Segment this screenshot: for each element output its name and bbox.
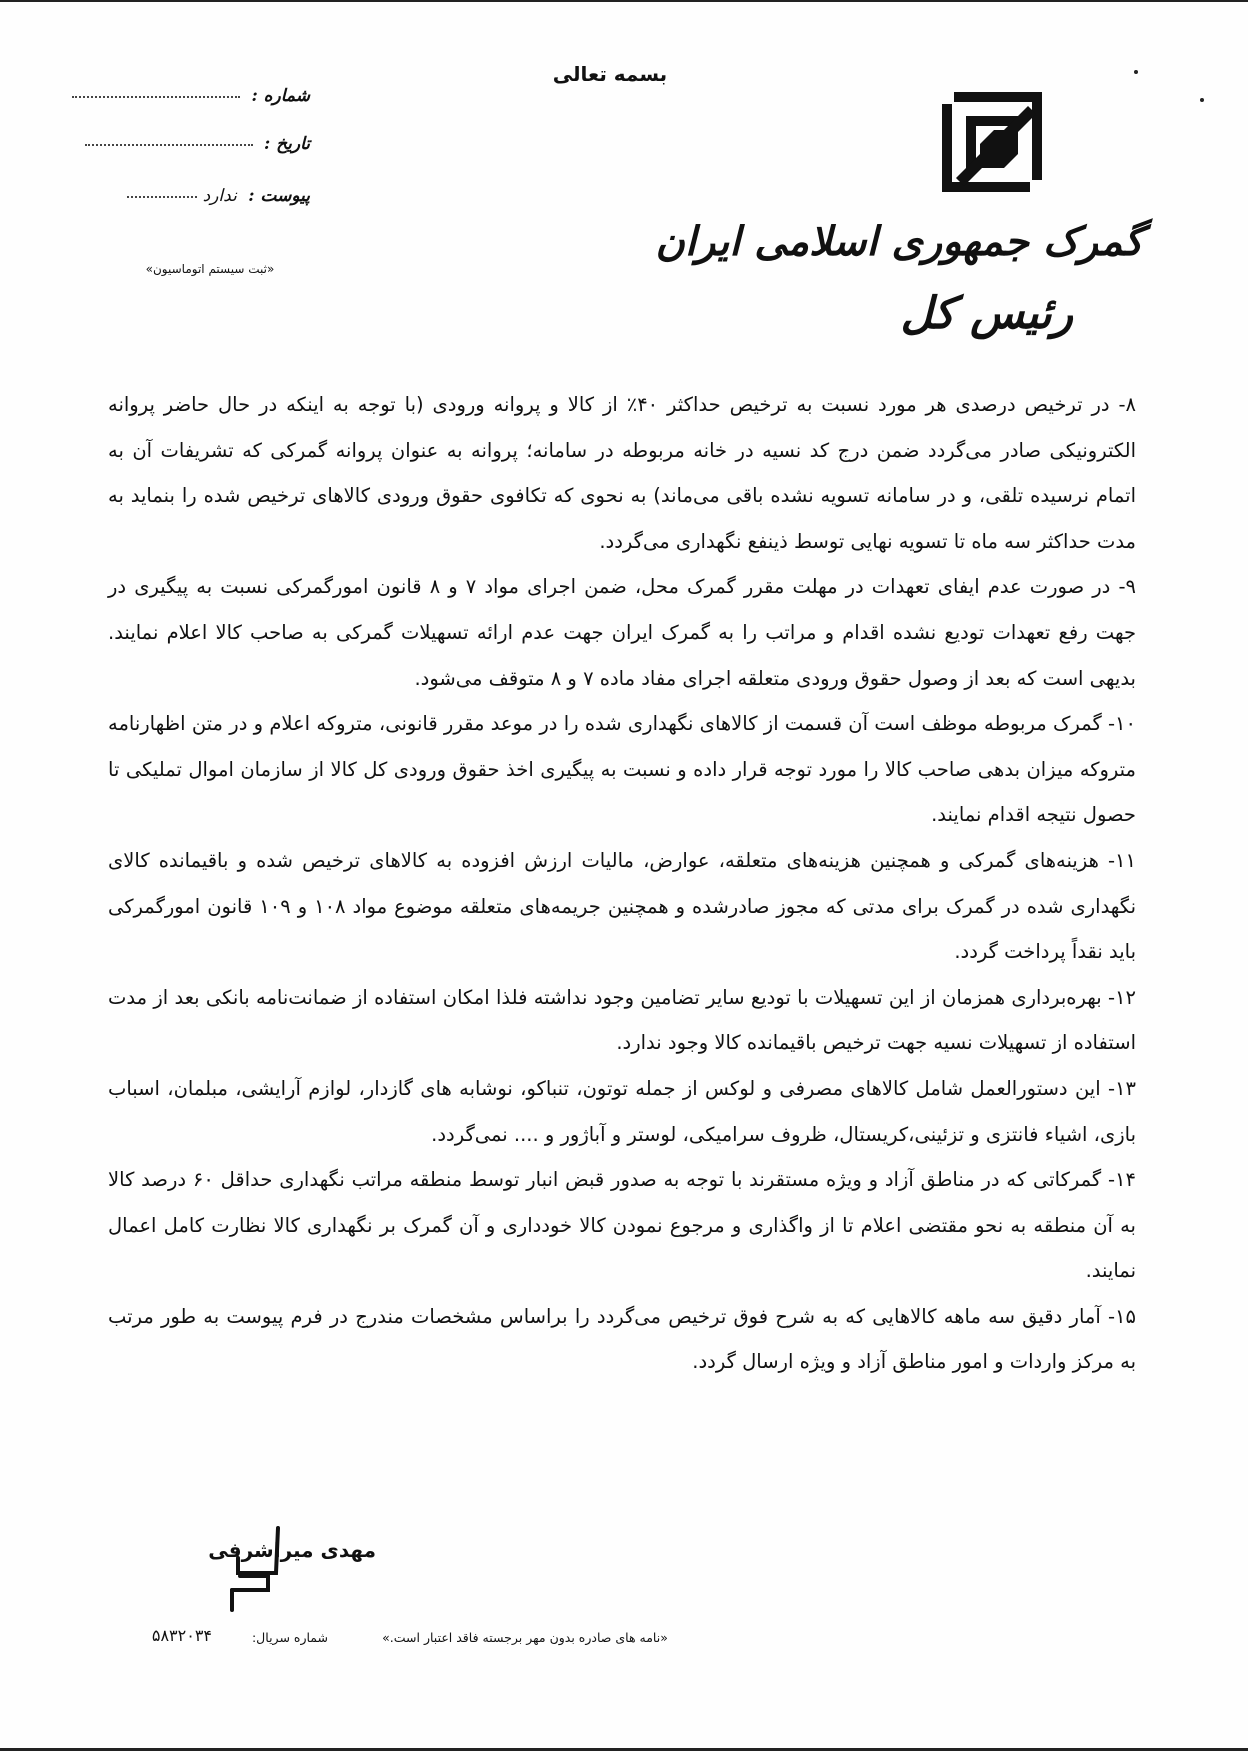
attachment-blank <box>127 196 197 198</box>
letter-number-field <box>80 86 310 106</box>
top-border <box>0 0 1248 2</box>
clause-8: ۸- در ترخیص درصدی هر مورد نسبت به ترخیص حداکثر ۴۰٪ از کالا و پروانه ورودی (با توجه به اینکه در حال حاضر پروانه الکترونیکی صادر می‌گردد ضمن درج کد نسیه در خانه مربوطه در سامانه؛ پروانه به عنوان پروانه گمرکی که تشریفات آن به اتمام نرسیده تلقی، و در سامانه تسویه نشده باقی می‌ماند) به نحوی که تکافوی حقوق ورودی کالاهای ترخیص شده را بنماید به مدت حداکثر سه ماه تا تسویه نهایی توسط ذینفع نگهداری می‌گردد. <box>108 393 1136 553</box>
footer-validity-note: «نامه های صادره بدون مهر برجسته فاقد اعتبار است.» <box>382 1630 668 1645</box>
customs-logo-icon <box>936 86 1048 198</box>
attachment-label: پیوست : <box>248 186 310 206</box>
signer-name: مهدی میراشرفی <box>208 1538 376 1562</box>
serial-number-value: ۵۸۳۲۰۳۴ <box>151 1626 212 1645</box>
clause-12: ۱۲- بهره‌برداری همزمان از این تسهیلات با تودیع سایر تضامین وجود نداشته فلذا امکان استفاده از ضمانت‌نامه بانکی بعد از مدت استفاده از تسهیلات نسیه جهت ترخیص باقیمانده کالا وجود ندارد. <box>108 985 1136 1055</box>
corner-dot-mark <box>1134 70 1138 74</box>
handwritten-signature-icon <box>218 1518 298 1618</box>
attachment-value: ندارد <box>202 186 237 206</box>
corner-dot-mark <box>1200 98 1204 102</box>
invocation-heading: بسمه تعالی <box>552 62 668 86</box>
organization-name: گمرک جمهوری اسلامی ایران <box>655 218 1143 265</box>
registration-note: «ثبت سیستم اتوماسیون» <box>145 262 275 276</box>
serial-number-label: شماره سریال: <box>251 1630 328 1645</box>
letter-number-label: شماره : <box>251 86 310 106</box>
clause-11: ۱۱- هزینه‌های گمرکی و همچنین هزینه‌های متعلقه، عوارض، مالیات ارزش افزوده به کالاهای ترخیص شده و باقیمانده کالای نگهداری شده در گمرک برای مدتی که مجوز صادرشده و همچنین جریمه‌های متعلقه موضوع مواد ۱۰۸ و ۱۰۹ قانون امورگمرکی باید نقداً پرداخت گردد. <box>108 848 1136 964</box>
clause-14: ۱۴- گمرکاتی که در مناطق آزاد و ویژه مستقرند با توجه به صدور قبض انبار توسط منطقه مراتب نگهداری حداقل ۶۰ درصد کالا به آن منطقه به نحو مقتضی اعلام تا از واگذاری و مرجوع نمودن کالا خودداری و آن گمرک بر نگهداری کالا نظارت کامل اعمال نمایند. <box>108 1168 1136 1283</box>
organization-title: رئیس کل <box>900 288 1073 339</box>
letter-date-label: تاریخ : <box>263 134 310 154</box>
clause-9: ۹- در صورت عدم ایفای تعهدات در مهلت مقرر گمرک محل، ضمن اجرای مواد ۷ و ۸ قانون امورگمرکی نسبت به پیگیری در جهت رفع تعهدات تودیع نشده اقدام و مراتب را به گمرک ایران جهت عدم ارائه تسهیلات گمرکی به صاحب کالا اعلام نمایند. بدیهی است که بعد از وصول حقوق ورودی متعلقه اجرای مفاد ماده ۷ و ۸ متوقف می‌شود. <box>108 575 1136 690</box>
letter-number-blank <box>72 96 240 98</box>
clause-13: ۱۳- این دستورالعمل شامل کالاهای مصرفی و لوکس از جمله توتون، تنباکو، نوشابه های گازدار، لوازم آرایشی، مبلمان، اسباب بازی، اشیاء فانتزی و تزئینی،کریستال، ظروف سرامیکی، لوستر و آباژور و .... نمی‌گردد. <box>108 1076 1136 1146</box>
letter-date-field <box>80 134 310 154</box>
attachment-field <box>80 186 310 206</box>
clause-10: ۱۰- گمرک مربوطه موظف است آن قسمت از کالاهای نگهداری شده را در موعد مقرر قانونی، متروکه اعلام و در متن اظهارنامه متروکه میزان بدهی صاحب کالا را مورد توجه قرار داده و نسبت به پیگیری اخذ حقوق ورودی کل کالا از سازمان اموال تملیکی تا حصول نتیجه اقدام نمایند. <box>108 712 1136 827</box>
clause-15: ۱۵- آمار دقیق سه ماهه کالاهایی که به شرح فوق ترخیص می‌گردد را براساس مشخصات مندرج در فرم پیوست به طور مرتب به مرکز واردات و امور مناطق آزاد و ویژه ارسال گردد. <box>108 1304 1136 1374</box>
letter-date-blank <box>85 144 253 146</box>
letter-body <box>108 382 1136 1385</box>
